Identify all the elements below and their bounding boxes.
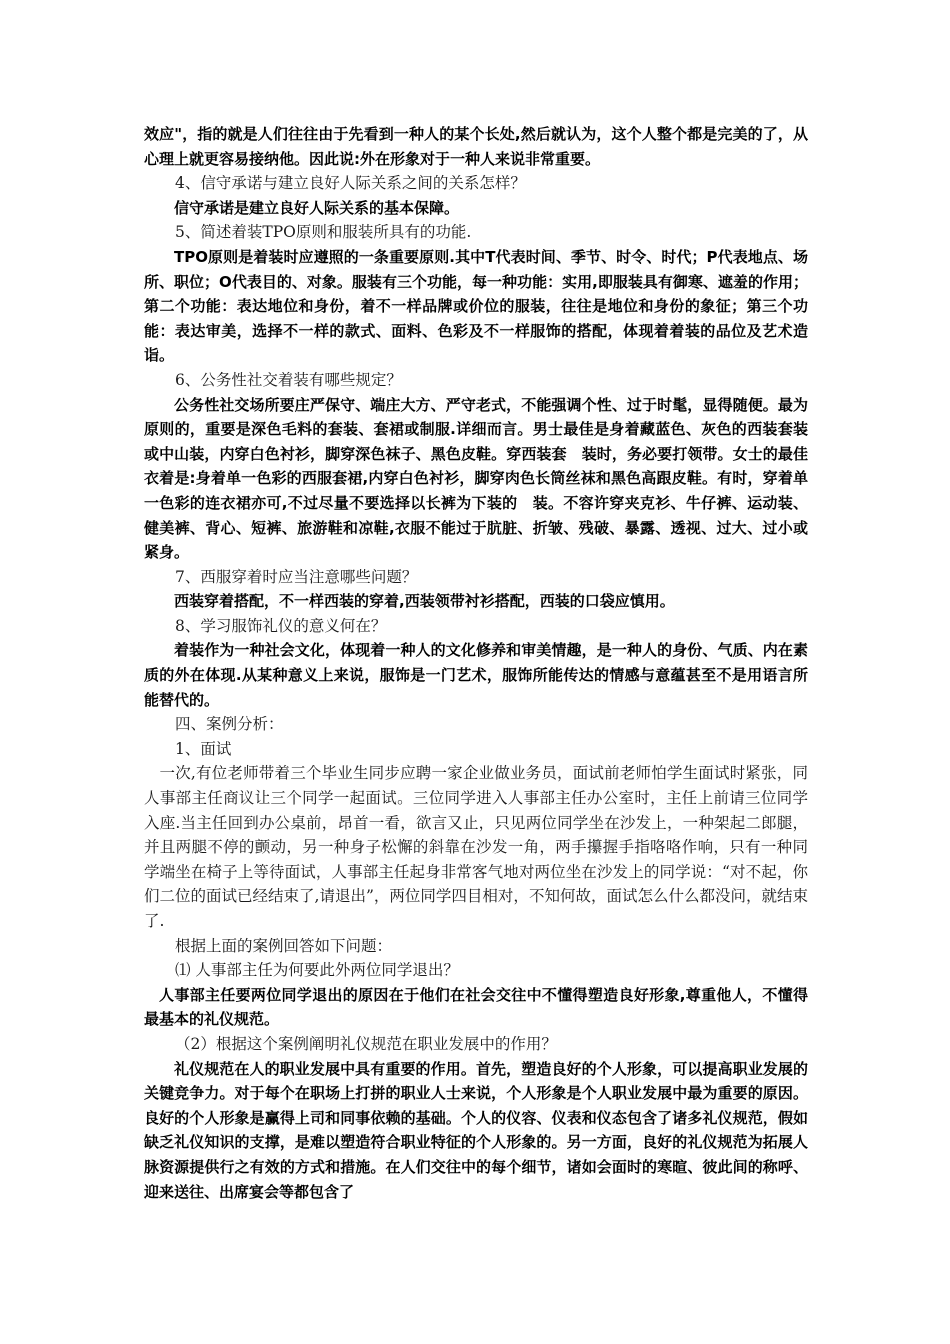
- question-8: 8、学习服饰礼仪的意义何在？: [175, 616, 387, 635]
- question-7: 7、西服穿着时应当注意哪些问题？: [175, 567, 418, 586]
- answer-4: 信守承诺是建立良好人际关系的基本保障。: [174, 198, 460, 217]
- case-instruction: 根据上面的案例回答如下问题：: [175, 936, 393, 955]
- case-answer-1: 人事部主任要两位同学退出的原因在于他们在社会交往中不懂得塑造良好形象,尊重他人，不懂得最基本的礼仪规范。: [144, 985, 808, 1029]
- answer-7: 西装穿着搭配，不一样西装的穿着,西装领带衬衫搭配，西装的口袋应慎用。: [174, 592, 675, 611]
- paragraph-answer-3-end: 效应"，指的就是人们往往由于先看到一种人的某个长处,然后就认为，这个人整个都是完美的了，从心理上就更容易接纳他。因此说:外在形象对于一种人来说非常重要。: [144, 125, 808, 168]
- answer-5: TPO原则是着装时应遵照的一条重要原则.其中T代表时间、季节、时令、时代；P代表地点、场所、职位；O代表目的、对象。服装有三个功能，每一种功能：实用,即服装具有御寒、遮羞的作用；第二个功能：表达地位和身份，着不一样品牌或价位的服装，往往是地位和身份的象征；第三个功能：表达审美，选择不一样的款式、面料、色彩及不一样服饰的搭配，体现着着装的品位及艺术造诣。: [144, 247, 808, 365]
- question-5: 5、简述着装TPO原则和服装所具有的功能.: [175, 223, 472, 242]
- case-title: 1、面试: [175, 739, 232, 758]
- case-narrative: 一次,有位老师带着三个毕业生同步应聘一家企业做业务员，面试前老师怕学生面试时紧张，同人事部主任商议让三个同学一起面试。三位同学进入人事部主任办公室时，主任上前请三位同学入座.当主任回到办公桌前，昂首一看，欲言又止，只见两位同学坐在沙发上，一种架起二郎腿，并且两腿不停的颤动，另一种身子松懈的斜靠在沙发一角，两手攥握手指咯咯作响，只有一种同学端坐在椅子上等待面试，人事部主任起身非常客气地对两位坐在沙发上的同学说：“对不起，你们二位的面试已经结束了,请退出”，两位同学四目相对，不知何故，面试怎么什么都没问，就结束了.: [144, 764, 808, 930]
- question-6: 6、公务性社交着装有哪些规定？: [175, 370, 402, 389]
- answer-6: 公务性社交场所要庄严保守、端庄大方、严守老式，不能强调个性、过于时髦，显得随便。最为原则的，重要是深色毛料的套装、套裙或制服.详细而言。男士最佳是身着藏蓝色、灰色的西装套装或中山装，内穿白色衬衫，脚穿深色袜子、黑色皮鞋。穿西装套 装时，务必要打领带。女士的最佳衣着是:身着单一色彩的西服套裙,内穿白色衬衫，脚穿肉色长筒丝袜和黑色高跟皮鞋。有时，穿着单一色彩的连衣裙亦可,不过尽量不要选择以长裤为下装的 装。不容许穿夹克衫、牛仔裤、运动装、健美裤、背心、短裤、旅游鞋和凉鞋,衣服不能过于肮脏、折皱、残破、暴露、透视、过大、过小或紧身。: [144, 395, 808, 562]
- question-4: 4、信守承诺与建立良好人际关系之间的关系怎样？: [175, 174, 526, 193]
- case-answer-2: 礼仪规范在人的职业发展中具有重要的作用。首先，塑造良好的个人形象，可以提高职业发展的关键竞争力。对于每个在职场上打拼的职业人士来说，个人形象是个人职业发展中最为重要的原因。良好的个人形象是赢得上司和同事依赖的基础。个人的仪容、仪表和仪态包含了诸多礼仪规范，假如缺乏礼仪知识的支撑，是难以塑造符合职业特征的个人形象的。另一方面，良好的礼仪规范为拓展人脉资源提供行之有效的方式和措施。在人们交往中的每个细节，诸如会面时的寒暄、彼此间的称呼、迎来送往、出席宴会等都包含了: [144, 1059, 808, 1201]
- case-question-2: （2）根据这个案例阐明礼仪规范在职业发展中的作用？: [175, 1034, 557, 1053]
- section-heading-case-analysis: 四、案例分析：: [175, 715, 284, 734]
- answer-8: 着装作为一种社会文化，体现着一种人的文化修养和审美情趣，是一种人的身份、气质、内在素质的外在体现.从某种意义上来说，服饰是一门艺术，服饰所能传达的情感与意蕴甚至不是用语言所能替代的。: [144, 641, 808, 709]
- document-page: [144, 122, 808, 1204]
- case-question-1: ⑴ 人事部主任为何要此外两位同学退出？: [175, 961, 459, 980]
